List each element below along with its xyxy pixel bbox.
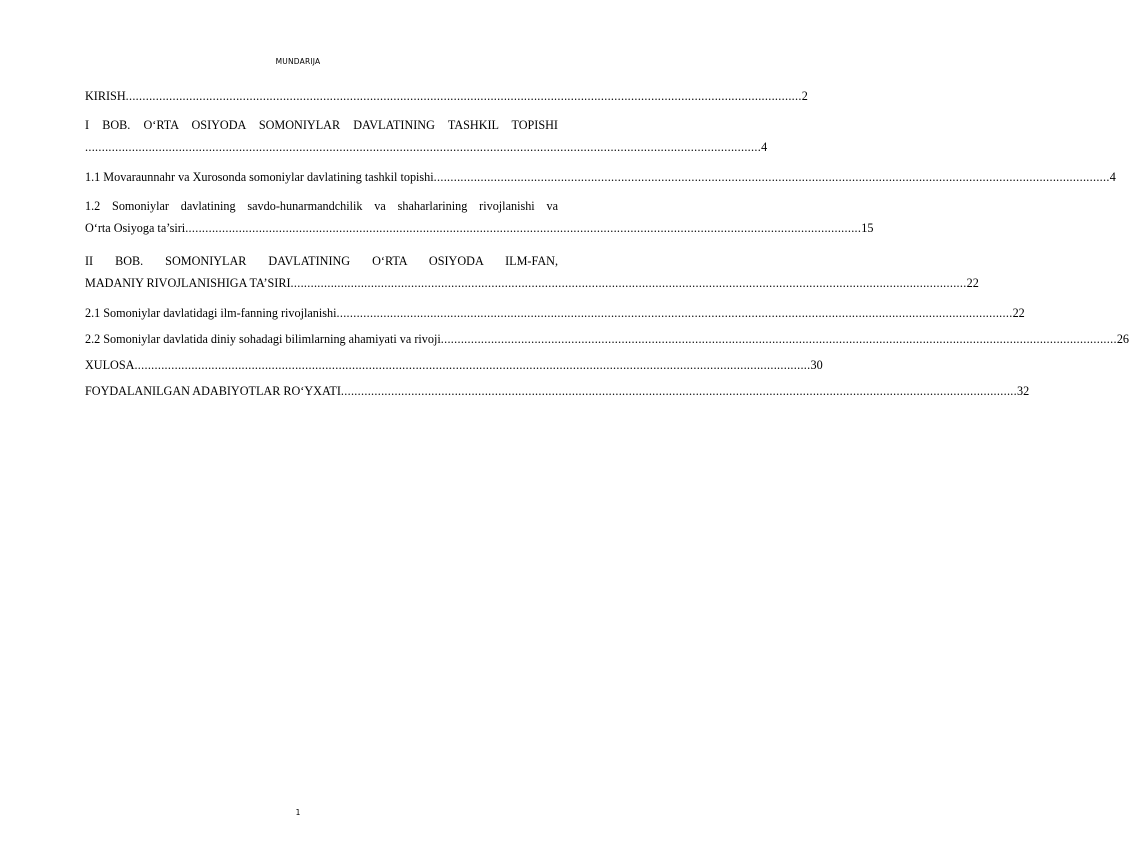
toc-entry-page: 22: [966, 276, 979, 290]
toc-entry-text: KIRISH: [85, 89, 126, 103]
toc-entry-text: II BOB. SOMONIYLAR DAVLATINING O‘RTA OSIYODA ILM-FAN,: [85, 254, 558, 268]
toc-entry-text: 2.2 Somoniylar davlatida diniy sohadagi bilimlarning ahamiyati va rivoji: [85, 332, 441, 346]
toc-entry-text: 1.2 Somoniylar davlatining savdo-hunarmandchilik va shaharlarining rivojlanishi va: [85, 199, 558, 213]
dot-leader: ..........................................................................................................................................................................................................: [290, 276, 967, 290]
toc-entry-section-1-2[interactable]: [85, 195, 874, 239]
dot-leader: ..........................................................................................................................................................................................................: [134, 358, 811, 372]
toc-entry-text: 2.1 Somoniylar davlatidagi ilm-fanning rivojlanishi: [85, 306, 337, 320]
toc-entry-page: 15: [861, 221, 874, 235]
toc-entry-bibliography[interactable]: [85, 383, 1030, 399]
toc-entry-text-continued: O‘rta Osiyoga ta’siri: [85, 221, 186, 235]
page-title: MUNDARIJA: [275, 57, 321, 66]
dot-leader: ..........................................................................................................................................................................................................: [440, 332, 1117, 346]
toc-entry-text: FOYDALANILGAN ADABIYOTLAR RO‘YXATI: [85, 384, 341, 398]
dot-leader: ..........................................................................................................................................................................................................: [433, 170, 1110, 184]
dot-leader: ..........................................................................................................................................................................................................: [125, 89, 802, 103]
toc-entry-text: 1.1 Movaraunnahr va Xurosonda somoniylar davlatining tashkil topishi: [85, 170, 434, 184]
page-number: 1: [295, 808, 301, 817]
toc-entry-text: XULOSA: [85, 358, 135, 372]
dot-leader: ..........................................................................................................................................................................................................: [85, 140, 762, 154]
toc-entry-chapter-1[interactable]: [85, 114, 768, 158]
toc-entry-page: 30: [810, 358, 823, 372]
toc-entry-xulosa[interactable]: [85, 357, 823, 373]
dot-leader: ..........................................................................................................................................................................................................: [340, 384, 1017, 398]
table-of-contents: [85, 88, 1129, 409]
toc-entry-page: 22: [1012, 306, 1025, 320]
toc-entry-kirish[interactable]: [85, 88, 808, 104]
toc-entry-section-2-2[interactable]: [85, 331, 1129, 347]
toc-entry-text: I BOB. O‘RTA OSIYODA SOMONIYLAR DAVLATINING TASHKIL TOPISHI: [85, 118, 558, 132]
toc-entry-page: 4: [1109, 170, 1116, 184]
dot-leader: ..........................................................................................................................................................................................................: [336, 306, 1013, 320]
toc-entry-section-1-1[interactable]: [85, 169, 1116, 185]
dot-leader: ..........................................................................................................................................................................................................: [185, 221, 862, 235]
toc-entry-chapter-2[interactable]: [85, 250, 979, 294]
toc-entry-page: 32: [1017, 384, 1030, 398]
toc-entry-page: 26: [1116, 332, 1129, 346]
toc-entry-page: 4: [761, 140, 768, 154]
toc-entry-text-continued: MADANIY RIVOJLANISHIGA TA’SIRI: [85, 276, 291, 290]
toc-entry-page: 2: [801, 89, 808, 103]
toc-entry-section-2-1[interactable]: [85, 305, 1025, 321]
